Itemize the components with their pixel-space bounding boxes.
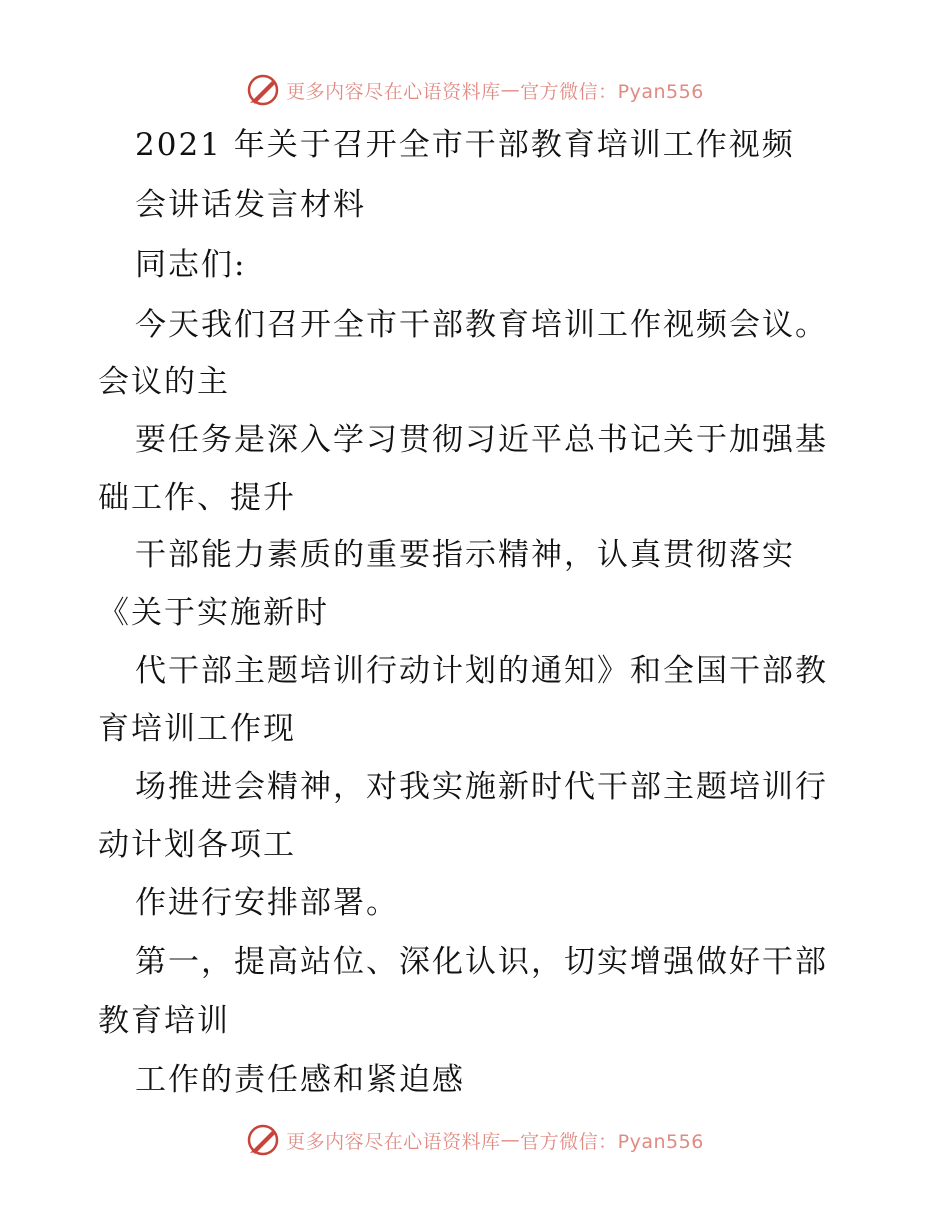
- paragraph-line: 干部能力素质的重要指示精神，认真贯彻落实: [135, 537, 795, 573]
- section-heading-line: 教育培训: [98, 1003, 230, 1039]
- paragraph-line: 础工作、提升: [98, 480, 296, 516]
- section-heading-line: 工作的责任感和紧迫感: [135, 1062, 465, 1098]
- watermark-text: 更多内容尽在心语资料库: [286, 80, 501, 103]
- watermark-official: 官方微信：Pyan556: [520, 1130, 704, 1153]
- paragraph-line: 要任务是深入学习贯彻习近平总书记关于加强基: [135, 422, 828, 458]
- paragraph-line: 会议的主: [98, 364, 230, 400]
- paragraph-line: 育培训工作现: [98, 711, 296, 747]
- title-line-2: 会讲话发言材料: [135, 187, 366, 223]
- watermark-text: 更多内容尽在心语资料库: [286, 1130, 501, 1153]
- paragraph-line: 动计划各项工: [98, 827, 296, 863]
- salutation: 同志们:: [135, 247, 247, 283]
- footer-watermark: [0, 1120, 950, 1160]
- section-heading-line: 第一，提高站位、深化认识，切实增强做好干部: [135, 944, 828, 980]
- paragraph-line: 《关于实施新时: [98, 595, 329, 631]
- paragraph-line: 作进行安排部署。: [135, 885, 399, 921]
- title-line-1: 2021 年关于召开全市干部教育培训工作视频: [135, 127, 795, 163]
- header-watermark: [0, 70, 950, 110]
- paragraph-line: 代干部主题培训行动计划的通知》和全国干部教: [135, 653, 828, 689]
- paragraph-line: 场推进会精神，对我实施新时代干部主题培训行: [135, 769, 828, 805]
- pen-logo-icon: [246, 1123, 280, 1157]
- watermark-separator: —: [500, 79, 521, 101]
- paragraph-line: 今天我们召开全市干部教育培训工作视频会议。: [135, 307, 828, 343]
- watermark-separator: —: [500, 1129, 521, 1151]
- pen-logo-icon: [246, 73, 280, 107]
- watermark-official: 官方微信：Pyan556: [520, 80, 704, 103]
